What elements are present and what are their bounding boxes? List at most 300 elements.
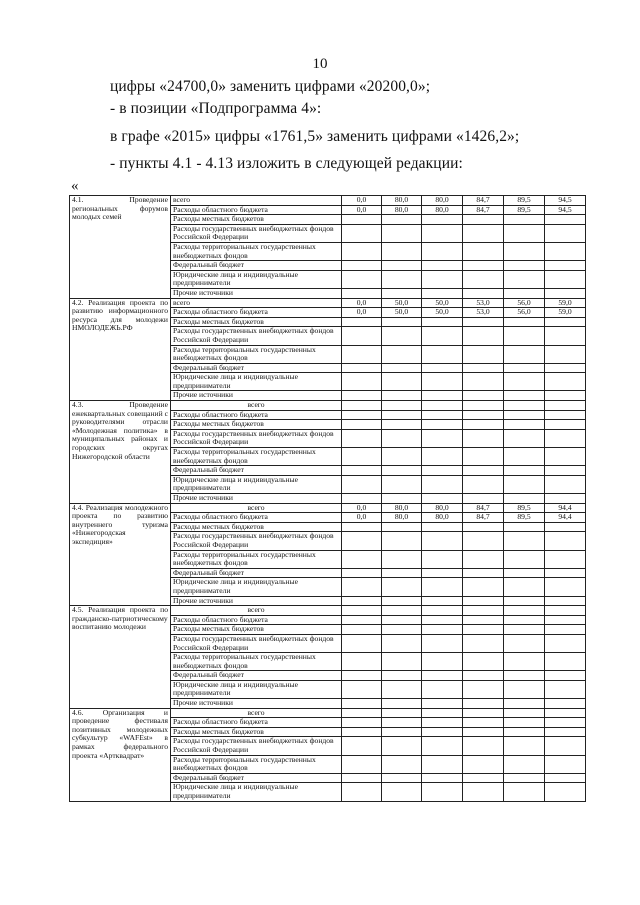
- value-cell: 94,5: [545, 205, 586, 215]
- value-cell: 89,5: [504, 513, 545, 523]
- value-cell: [342, 680, 382, 698]
- value-cell: [545, 671, 586, 681]
- value-cell: [463, 596, 504, 606]
- value-cell: [545, 345, 586, 363]
- value-cell: [422, 634, 463, 652]
- value-cell: [504, 625, 545, 635]
- funding-source-cell: Расходы государственных внебюджетных фондов Российской Федерации: [171, 429, 342, 447]
- value-cell: [382, 773, 422, 783]
- funding-source-cell: Юридические лица и индивидуальные предприниматели: [171, 373, 342, 391]
- value-cell: [504, 345, 545, 363]
- value-cell: [422, 727, 463, 737]
- value-cell: [463, 466, 504, 476]
- value-cell: [545, 708, 586, 718]
- value-cell: [504, 568, 545, 578]
- value-cell: [422, 373, 463, 391]
- value-cell: [463, 727, 504, 737]
- value-cell: [463, 671, 504, 681]
- value-cell: [342, 448, 382, 466]
- funding-source-cell: всего: [171, 401, 342, 411]
- value-cell: [463, 625, 504, 635]
- value-cell: [382, 401, 422, 411]
- value-cell: [504, 429, 545, 447]
- value-cell: [545, 224, 586, 242]
- value-cell: [422, 699, 463, 709]
- funding-source-cell: Расходы местных бюджетов: [171, 317, 342, 327]
- value-cell: [545, 261, 586, 271]
- value-cell: [382, 671, 422, 681]
- value-cell: [422, 737, 463, 755]
- value-cell: [504, 699, 545, 709]
- value-cell: [382, 494, 422, 504]
- value-cell: [463, 448, 504, 466]
- value-cell: [342, 242, 382, 260]
- value-cell: [342, 699, 382, 709]
- table-row: [70, 298, 586, 308]
- value-cell: [342, 261, 382, 271]
- item-name-cell: 4.6. Организация и проведение фестиваля позитивных молодежных субкультур «WAFEst» в рамках федерального проекта «Артквадрат»: [70, 708, 171, 801]
- funding-source-cell: Юридические лица и индивидуальные предприниматели: [171, 680, 342, 698]
- value-cell: [382, 261, 422, 271]
- value-cell: [504, 773, 545, 783]
- value-cell: [422, 410, 463, 420]
- value-cell: [382, 215, 422, 225]
- value-cell: [463, 708, 504, 718]
- value-cell: 94,4: [545, 503, 586, 513]
- text-line-4: - пункты 4.1 - 4.13 изложить в следующей редакции:: [110, 155, 463, 172]
- funding-source-cell: всего: [171, 606, 342, 616]
- value-cell: [545, 737, 586, 755]
- value-cell: [342, 671, 382, 681]
- table-row: [70, 196, 586, 206]
- value-cell: [382, 288, 422, 298]
- value-cell: [342, 596, 382, 606]
- value-cell: [342, 615, 382, 625]
- value-cell: [422, 532, 463, 550]
- value-cell: [422, 448, 463, 466]
- value-cell: 80,0: [382, 196, 422, 206]
- funding-source-cell: Расходы местных бюджетов: [171, 727, 342, 737]
- page-number: 10: [312, 56, 328, 72]
- value-cell: [504, 373, 545, 391]
- funding-source-cell: Расходы государственных внебюджетных фондов Российской Федерации: [171, 224, 342, 242]
- value-cell: [382, 625, 422, 635]
- value-cell: [545, 475, 586, 493]
- funding-source-cell: всего: [171, 196, 342, 206]
- funding-source-cell: Прочие источники: [171, 699, 342, 709]
- item-name-cell: 4.5. Реализация проекта по гражданско-патриотическому воспитанию молодежи: [70, 606, 171, 709]
- value-cell: [504, 606, 545, 616]
- value-cell: [342, 475, 382, 493]
- value-cell: [463, 568, 504, 578]
- value-cell: [504, 317, 545, 327]
- value-cell: [422, 270, 463, 288]
- funding-source-cell: Прочие источники: [171, 288, 342, 298]
- value-cell: 53,0: [463, 298, 504, 308]
- value-cell: [504, 401, 545, 411]
- value-cell: [463, 363, 504, 373]
- value-cell: [463, 783, 504, 801]
- value-cell: [545, 606, 586, 616]
- value-cell: [382, 718, 422, 728]
- value-cell: [545, 550, 586, 568]
- value-cell: [545, 615, 586, 625]
- value-cell: [422, 773, 463, 783]
- value-cell: [463, 550, 504, 568]
- value-cell: [463, 373, 504, 391]
- value-cell: [504, 615, 545, 625]
- value-cell: [342, 391, 382, 401]
- funding-source-cell: Расходы территориальных государственных внебюджетных фондов: [171, 345, 342, 363]
- value-cell: [382, 345, 422, 363]
- text-line-2: - в позиции «Подпрограмма 4»:: [110, 100, 322, 117]
- value-cell: [382, 317, 422, 327]
- value-cell: [342, 429, 382, 447]
- value-cell: [422, 363, 463, 373]
- value-cell: [342, 532, 382, 550]
- value-cell: [422, 327, 463, 345]
- funding-source-cell: Расходы территориальных государственных внебюджетных фондов: [171, 755, 342, 773]
- value-cell: [504, 391, 545, 401]
- value-cell: [504, 215, 545, 225]
- funding-source-cell: Федеральный бюджет: [171, 261, 342, 271]
- item-name-cell: 4.1. Проведение региональных форумов молодых семей: [70, 196, 171, 299]
- value-cell: [504, 466, 545, 476]
- value-cell: [382, 373, 422, 391]
- value-cell: [463, 773, 504, 783]
- value-cell: [463, 391, 504, 401]
- value-cell: [504, 755, 545, 773]
- value-cell: [342, 494, 382, 504]
- value-cell: [422, 596, 463, 606]
- value-cell: [342, 288, 382, 298]
- value-cell: [382, 391, 422, 401]
- funding-source-cell: Расходы территориальных государственных внебюджетных фондов: [171, 242, 342, 260]
- value-cell: [545, 727, 586, 737]
- funding-source-cell: Расходы государственных внебюджетных фондов Российской Федерации: [171, 634, 342, 652]
- funding-source-cell: Федеральный бюджет: [171, 466, 342, 476]
- value-cell: [342, 653, 382, 671]
- funding-source-cell: Юридические лица и индивидуальные предприниматели: [171, 475, 342, 493]
- funding-source-cell: всего: [171, 503, 342, 513]
- value-cell: [504, 578, 545, 596]
- value-cell: 50,0: [382, 298, 422, 308]
- value-cell: 84,7: [463, 205, 504, 215]
- value-cell: [422, 653, 463, 671]
- value-cell: [422, 215, 463, 225]
- value-cell: [342, 783, 382, 801]
- value-cell: [545, 783, 586, 801]
- value-cell: [382, 606, 422, 616]
- item-name-cell: 4.4. Реализация молодежного проекта по развитию внутреннего туризма «Нижегородская экспедиция»: [70, 503, 171, 606]
- value-cell: 89,5: [504, 196, 545, 206]
- value-cell: [463, 718, 504, 728]
- value-cell: [422, 680, 463, 698]
- value-cell: 50,0: [422, 298, 463, 308]
- funding-source-cell: Расходы государственных внебюджетных фондов Российской Федерации: [171, 532, 342, 550]
- value-cell: [545, 596, 586, 606]
- value-cell: [463, 680, 504, 698]
- value-cell: [504, 737, 545, 755]
- value-cell: [382, 708, 422, 718]
- value-cell: [545, 718, 586, 728]
- value-cell: [422, 242, 463, 260]
- value-cell: [463, 475, 504, 493]
- value-cell: [504, 708, 545, 718]
- value-cell: 0,0: [342, 196, 382, 206]
- value-cell: [342, 373, 382, 391]
- value-cell: [422, 625, 463, 635]
- value-cell: [382, 634, 422, 652]
- value-cell: [422, 494, 463, 504]
- value-cell: [545, 634, 586, 652]
- funding-source-cell: Расходы областного бюджета: [171, 410, 342, 420]
- value-cell: [342, 327, 382, 345]
- value-cell: [504, 448, 545, 466]
- funding-source-cell: всего: [171, 298, 342, 308]
- value-cell: [382, 699, 422, 709]
- value-cell: [545, 391, 586, 401]
- funding-source-cell: Прочие источники: [171, 391, 342, 401]
- value-cell: [504, 242, 545, 260]
- value-cell: [422, 708, 463, 718]
- value-cell: [504, 420, 545, 430]
- funding-source-cell: Расходы местных бюджетов: [171, 215, 342, 225]
- text-line-3: в графе «2015» цифры «1761,5» заменить цифрами «1426,2»;: [110, 128, 520, 145]
- funding-source-cell: Расходы областного бюджета: [171, 205, 342, 215]
- value-cell: 59,0: [545, 308, 586, 318]
- value-cell: 0,0: [342, 205, 382, 215]
- value-cell: [504, 494, 545, 504]
- value-cell: [463, 224, 504, 242]
- funding-source-cell: Федеральный бюджет: [171, 671, 342, 681]
- funding-source-cell: всего: [171, 708, 342, 718]
- value-cell: [382, 755, 422, 773]
- value-cell: [382, 410, 422, 420]
- value-cell: [422, 522, 463, 532]
- value-cell: [463, 578, 504, 596]
- value-cell: [342, 522, 382, 532]
- funding-source-cell: Расходы государственных внебюджетных фондов Российской Федерации: [171, 737, 342, 755]
- value-cell: [463, 270, 504, 288]
- funding-source-cell: Федеральный бюджет: [171, 773, 342, 783]
- value-cell: [422, 755, 463, 773]
- value-cell: [463, 345, 504, 363]
- value-cell: 56,0: [504, 298, 545, 308]
- value-cell: 80,0: [382, 503, 422, 513]
- value-cell: [504, 783, 545, 801]
- value-cell: 0,0: [342, 513, 382, 523]
- value-cell: [463, 615, 504, 625]
- value-cell: [342, 708, 382, 718]
- value-cell: [504, 727, 545, 737]
- value-cell: [463, 653, 504, 671]
- value-cell: [422, 671, 463, 681]
- value-cell: [342, 363, 382, 373]
- item-name-cell: 4.3. Проведение ежеквартальных совещаний с руководителями отрасли «Молодежная политика» в муниципальных районах и городских округах Нижегородской области: [70, 401, 171, 504]
- value-cell: [545, 327, 586, 345]
- value-cell: [545, 410, 586, 420]
- value-cell: 80,0: [382, 205, 422, 215]
- value-cell: [545, 522, 586, 532]
- value-cell: [382, 363, 422, 373]
- value-cell: [422, 606, 463, 616]
- value-cell: [504, 522, 545, 532]
- value-cell: [382, 615, 422, 625]
- funding-source-cell: Прочие источники: [171, 494, 342, 504]
- value-cell: [342, 317, 382, 327]
- value-cell: [545, 494, 586, 504]
- value-cell: [504, 653, 545, 671]
- value-cell: [382, 242, 422, 260]
- value-cell: [422, 718, 463, 728]
- value-cell: [342, 737, 382, 755]
- value-cell: [342, 625, 382, 635]
- value-cell: [422, 224, 463, 242]
- value-cell: 53,0: [463, 308, 504, 318]
- value-cell: 84,7: [463, 196, 504, 206]
- item-name-cell: 4.2. Реализация проекта по развитию информационного ресурса для молодежи НМОЛОДЕЖЬ.РФ: [70, 298, 171, 401]
- value-cell: [342, 755, 382, 773]
- value-cell: [342, 466, 382, 476]
- value-cell: [545, 242, 586, 260]
- value-cell: [342, 606, 382, 616]
- value-cell: [463, 699, 504, 709]
- value-cell: [342, 410, 382, 420]
- value-cell: [382, 653, 422, 671]
- value-cell: [382, 522, 422, 532]
- value-cell: [382, 420, 422, 430]
- value-cell: [382, 737, 422, 755]
- value-cell: [382, 550, 422, 568]
- funding-source-cell: Расходы областного бюджета: [171, 308, 342, 318]
- value-cell: [342, 578, 382, 596]
- value-cell: [342, 718, 382, 728]
- value-cell: [504, 596, 545, 606]
- value-cell: 89,5: [504, 205, 545, 215]
- value-cell: [382, 270, 422, 288]
- value-cell: [504, 327, 545, 345]
- value-cell: [545, 373, 586, 391]
- value-cell: 56,0: [504, 308, 545, 318]
- value-cell: [382, 727, 422, 737]
- value-cell: [422, 345, 463, 363]
- value-cell: [504, 261, 545, 271]
- value-cell: [382, 578, 422, 596]
- value-cell: [342, 345, 382, 363]
- value-cell: [342, 634, 382, 652]
- value-cell: [463, 522, 504, 532]
- funding-source-cell: Юридические лица и индивидуальные предприниматели: [171, 783, 342, 801]
- opening-quote-mark: «: [71, 178, 79, 194]
- value-cell: [382, 448, 422, 466]
- funding-source-cell: Прочие источники: [171, 596, 342, 606]
- value-cell: [463, 755, 504, 773]
- value-cell: [422, 288, 463, 298]
- funding-source-cell: Расходы местных бюджетов: [171, 420, 342, 430]
- value-cell: [463, 261, 504, 271]
- value-cell: [504, 270, 545, 288]
- value-cell: [382, 429, 422, 447]
- value-cell: [504, 532, 545, 550]
- value-cell: [463, 401, 504, 411]
- value-cell: [463, 410, 504, 420]
- value-cell: [382, 532, 422, 550]
- value-cell: [545, 568, 586, 578]
- value-cell: [422, 261, 463, 271]
- funding-source-cell: Расходы территориальных государственных внебюджетных фондов: [171, 448, 342, 466]
- value-cell: 94,4: [545, 513, 586, 523]
- value-cell: [382, 568, 422, 578]
- value-cell: [463, 420, 504, 430]
- value-cell: [504, 718, 545, 728]
- value-cell: [463, 215, 504, 225]
- value-cell: [463, 429, 504, 447]
- value-cell: 0,0: [342, 298, 382, 308]
- funding-source-cell: Юридические лица и индивидуальные предприниматели: [171, 578, 342, 596]
- funding-source-cell: Расходы областного бюджета: [171, 615, 342, 625]
- value-cell: [463, 494, 504, 504]
- value-cell: [382, 224, 422, 242]
- value-cell: [545, 288, 586, 298]
- value-cell: [422, 466, 463, 476]
- value-cell: 50,0: [382, 308, 422, 318]
- value-cell: [463, 288, 504, 298]
- value-cell: [422, 420, 463, 430]
- value-cell: [342, 420, 382, 430]
- value-cell: [545, 755, 586, 773]
- value-cell: [342, 401, 382, 411]
- value-cell: [342, 568, 382, 578]
- value-cell: [504, 363, 545, 373]
- value-cell: [422, 317, 463, 327]
- value-cell: [504, 288, 545, 298]
- value-cell: [463, 327, 504, 345]
- value-cell: [545, 317, 586, 327]
- value-cell: [463, 242, 504, 260]
- value-cell: [504, 475, 545, 493]
- value-cell: [382, 475, 422, 493]
- value-cell: [504, 671, 545, 681]
- value-cell: [545, 215, 586, 225]
- value-cell: [463, 317, 504, 327]
- value-cell: [342, 550, 382, 568]
- value-cell: [382, 680, 422, 698]
- table-row: [70, 708, 586, 718]
- value-cell: [422, 615, 463, 625]
- value-cell: 80,0: [422, 503, 463, 513]
- value-cell: [382, 596, 422, 606]
- value-cell: [545, 448, 586, 466]
- funding-source-cell: Расходы территориальных государственных внебюджетных фондов: [171, 653, 342, 671]
- value-cell: 80,0: [422, 513, 463, 523]
- value-cell: 50,0: [422, 308, 463, 318]
- value-cell: [545, 401, 586, 411]
- value-cell: [422, 568, 463, 578]
- value-cell: [382, 327, 422, 345]
- value-cell: [463, 634, 504, 652]
- value-cell: [545, 466, 586, 476]
- value-cell: [422, 401, 463, 411]
- value-cell: [382, 783, 422, 801]
- value-cell: 80,0: [382, 513, 422, 523]
- value-cell: [545, 420, 586, 430]
- value-cell: 80,0: [422, 205, 463, 215]
- value-cell: [545, 270, 586, 288]
- value-cell: [422, 391, 463, 401]
- value-cell: [463, 606, 504, 616]
- value-cell: 0,0: [342, 503, 382, 513]
